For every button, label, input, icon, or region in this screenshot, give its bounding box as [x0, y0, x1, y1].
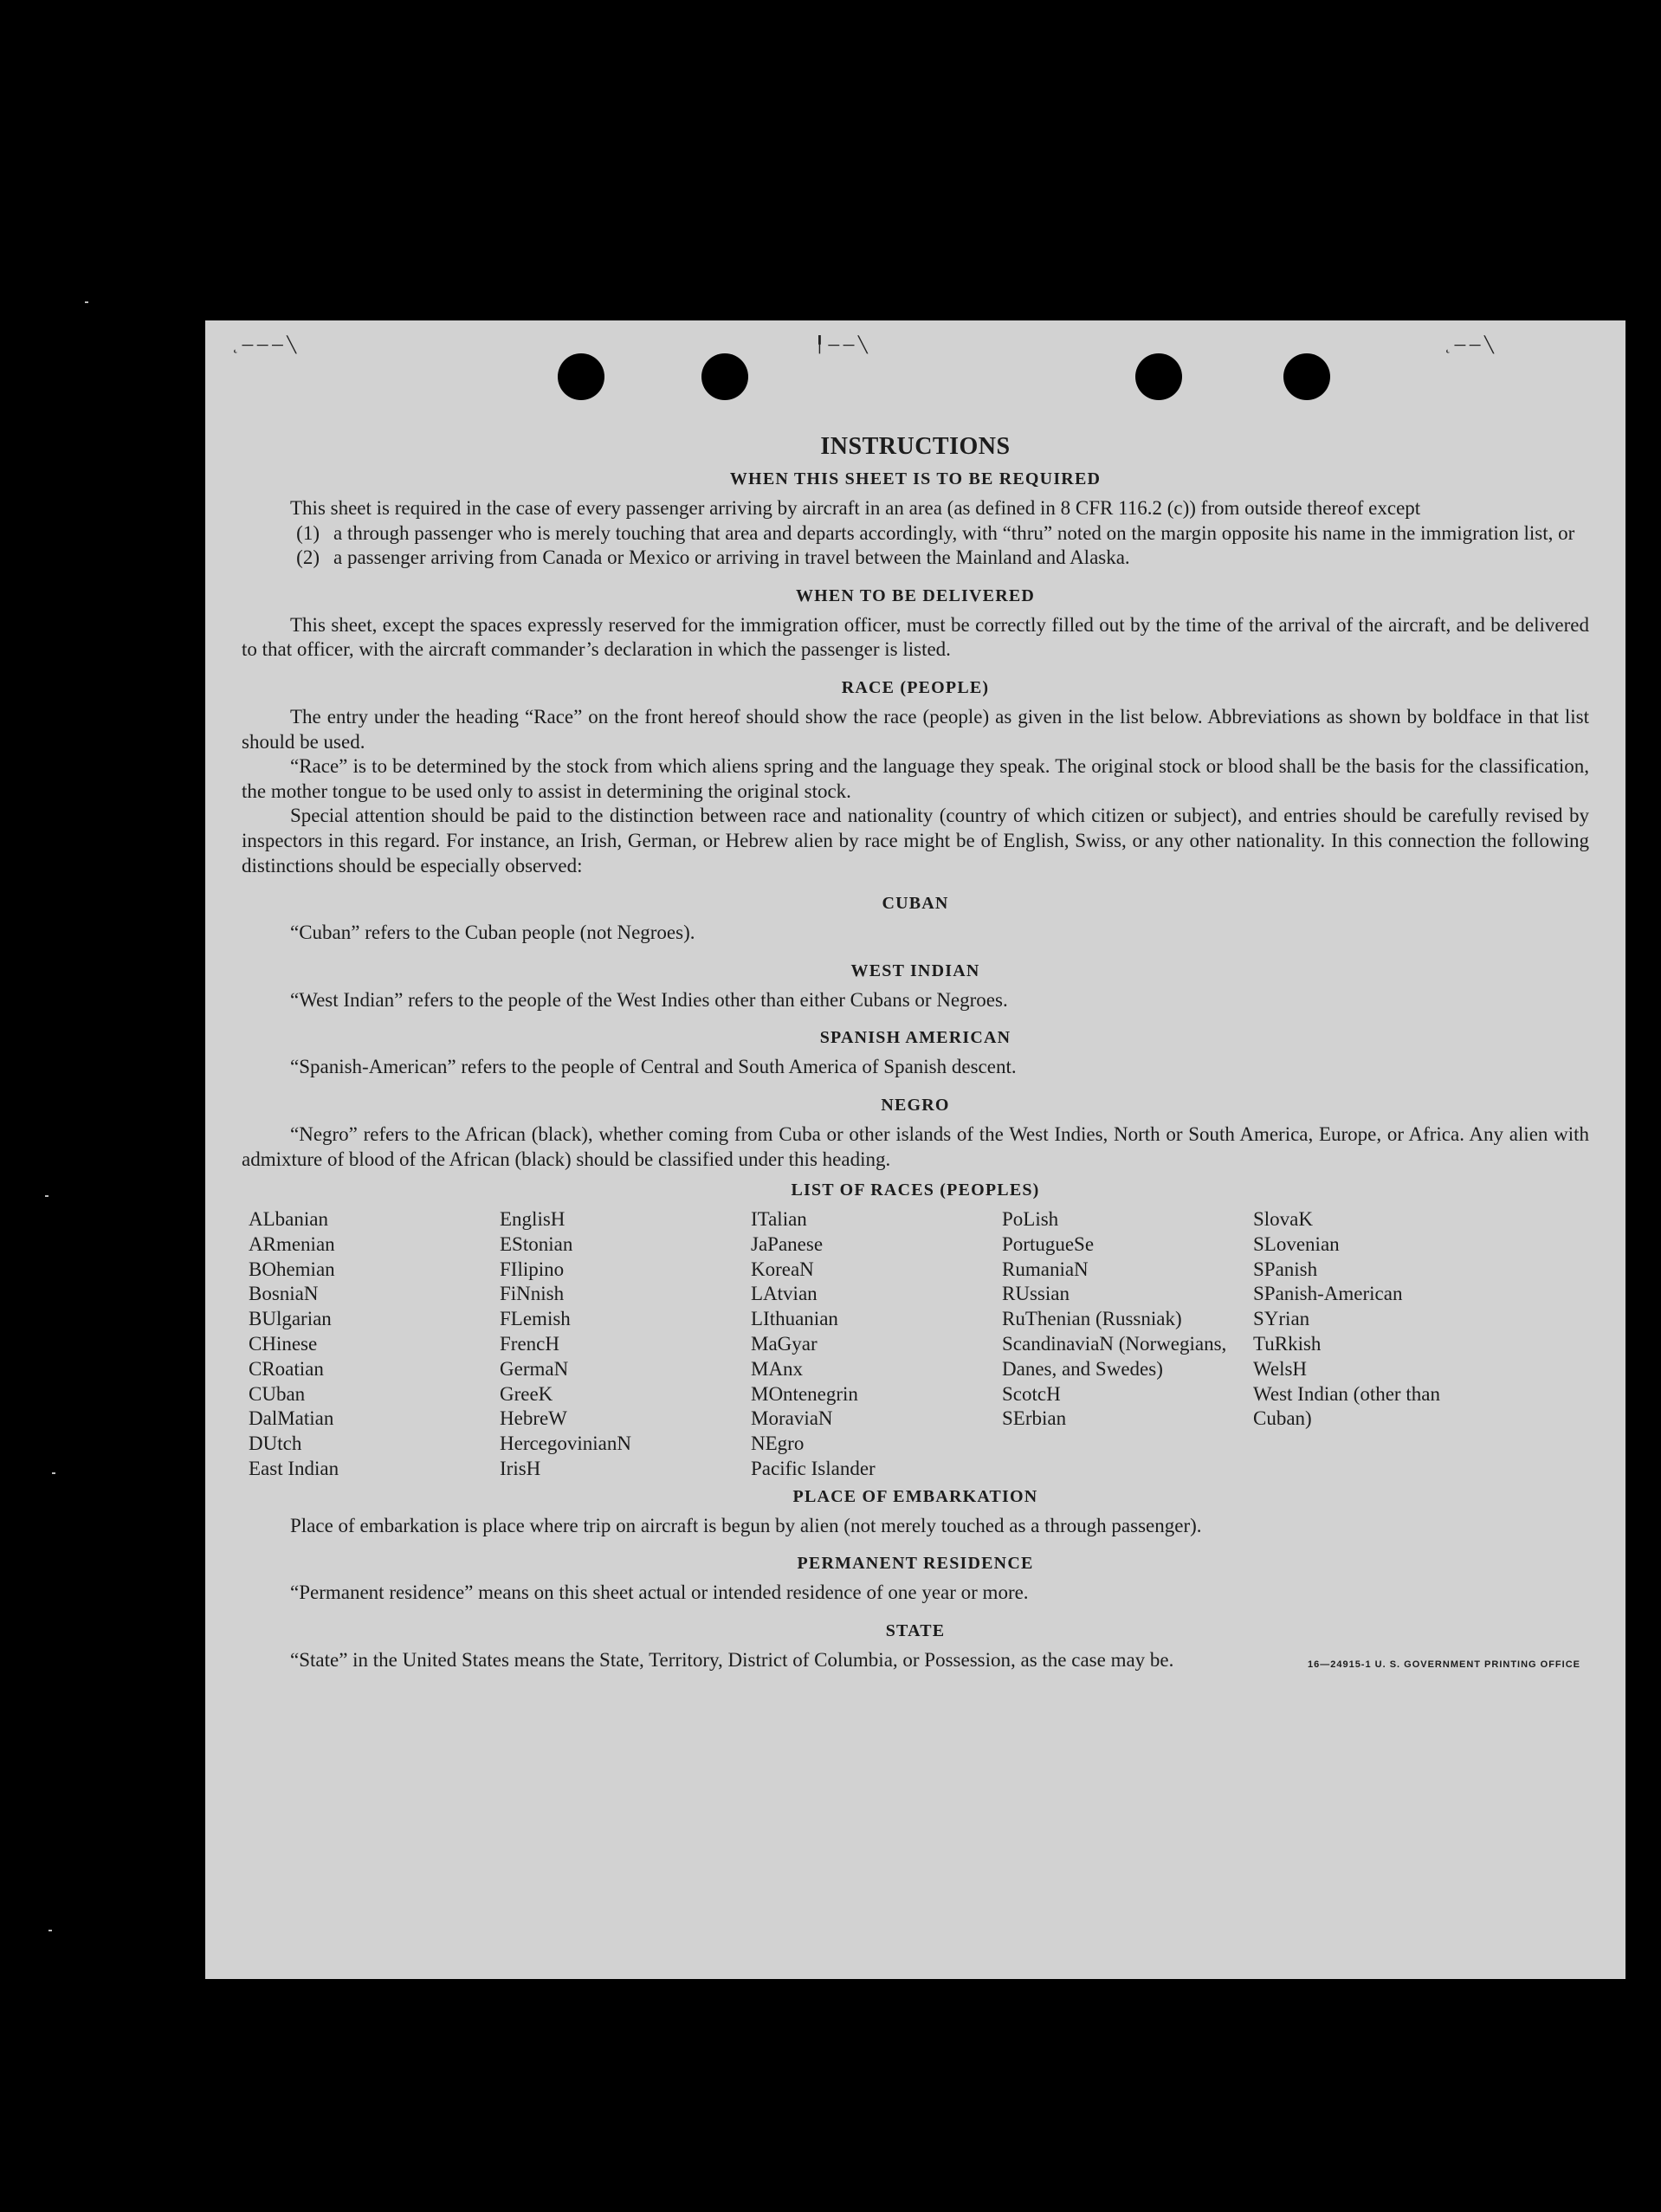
west-indian-heading: WEST INDIAN	[850, 960, 980, 980]
negro-heading: NEGRO	[881, 1095, 950, 1115]
race-entry: ITalian	[751, 1208, 807, 1231]
instructions-content	[242, 433, 1589, 1672]
race-paragraph-2: “Race” is to be determined by the stock from which aliens spring and the language they speak. The original stock or blood shall be the basis for the classification, the mother tongue to be used only to assist in determining the original stock.	[242, 755, 1589, 802]
race-entry: RuThenian (Russniak)	[1002, 1308, 1182, 1330]
when-delivered-heading: WHEN TO BE DELIVERED	[795, 585, 1036, 605]
race-entry: DUtch	[249, 1433, 302, 1455]
race-entry: CUban	[249, 1382, 306, 1405]
exception-number: (1)	[296, 521, 320, 544]
race-entry: SYrian	[1253, 1308, 1310, 1330]
printing-office-id: 16—24915-1 U. S. GOVERNMENT PRINTING OFFICE	[1307, 1659, 1580, 1670]
scan-speck	[52, 1472, 55, 1474]
race-heading: RACE (PEOPLE)	[841, 677, 990, 697]
embarkation-heading: PLACE OF EMBARKATION	[792, 1486, 1038, 1506]
race-entry: SlovaK	[1253, 1208, 1313, 1231]
race-entry: JaPanese	[751, 1232, 824, 1255]
race-entry: LIthuanian	[751, 1308, 838, 1330]
race-entry: HebreW	[500, 1407, 567, 1430]
race-entry: TuRkish	[1253, 1333, 1322, 1355]
cuban-heading: CUBAN	[882, 894, 949, 914]
exception-text: a passenger arriving from Canada or Mexico or arriving in travel between the Mainland and Alaska.	[333, 547, 1130, 569]
permanent-residence-heading: PERMANENT RESIDENCE	[797, 1554, 1034, 1574]
corner-tick-mark: ╿ ─ ─ ╲	[815, 336, 868, 353]
race-entry: BosniaN	[249, 1283, 319, 1305]
race-entry: SLovenian	[1253, 1232, 1340, 1255]
race-entry: BUlgarian	[249, 1308, 332, 1330]
west-indian-text: “West Indian” refers to the people of the West Indies other than either Cubans or Negroes.	[290, 988, 1008, 1011]
punch-hole	[558, 353, 604, 400]
race-entry: FIlipino	[500, 1258, 565, 1280]
race-entry: DalMatian	[249, 1407, 334, 1430]
race-entry: CRoatian	[249, 1357, 324, 1380]
races-column	[1253, 1207, 1504, 1482]
race-entry: West Indian (other than Cuban)	[1253, 1382, 1440, 1430]
negro-text: “Negro” refers to the African (black), whether coming from Cuba or other islands of the West Indies, North or South America, Europe, or Africa. Any alien with admixture of blood of the African (black) should be classified under this heading.	[242, 1122, 1589, 1170]
state-text: “State” in the United States means the State, Territory, District of Columbia, or Possession, as the case may be.	[290, 1649, 1174, 1672]
race-entry: EStonian	[500, 1232, 573, 1255]
race-paragraph-3: Special attention should be paid to the distinction between race and nationality (country of which citizen or subject), and entries should be carefully revised by inspectors in this regard. For instance, an Irish, German, or Hebrew alien by race might be of English, Swiss, or any other nationality. In this connection the following distinctions should be especially observed:	[242, 805, 1589, 876]
race-entry: ALbanian	[249, 1208, 328, 1231]
embarkation-text: Place of embarkation is place where trip on aircraft is begun by alien (not merely touched as a through passenger).	[290, 1514, 1202, 1536]
race-entry: ScandinaviaN (Norwegians, Danes, and Swedes)	[1002, 1333, 1227, 1380]
corner-tick-mark: ˛ ─ ─ ─ ╲	[233, 336, 297, 353]
races-column	[500, 1207, 751, 1482]
race-entry: CHinese	[249, 1333, 318, 1355]
race-entry: LAtvian	[751, 1283, 818, 1305]
race-entry: FiNnish	[500, 1283, 565, 1305]
scan-speck	[48, 1930, 52, 1931]
race-entry: MoraviaN	[751, 1407, 833, 1430]
permanent-residence-text: “Permanent residence” means on this sheet actual or intended residence of one year or more.	[290, 1581, 1029, 1604]
race-entry: MOntenegrin	[751, 1382, 858, 1405]
corner-tick-mark: ˛ ─ ─ ╲	[1445, 336, 1494, 353]
race-entry: IrisH	[500, 1458, 541, 1480]
spanish-american-heading: SPANISH AMERICAN	[819, 1028, 1011, 1048]
race-entry: PortugueSe	[1002, 1232, 1095, 1255]
punch-hole	[1283, 353, 1330, 400]
race-entry: SPanish-American	[1253, 1283, 1403, 1305]
race-paragraph-1: The entry under the heading “Race” on the front hereof should show the race (people) as given in the list below. Abbreviations as shown by boldface in that list should be used.	[242, 705, 1589, 753]
race-entry: GermaN	[500, 1357, 569, 1380]
races-column	[1002, 1207, 1253, 1482]
race-entry: MaGyar	[751, 1333, 818, 1355]
exception-text: a through passenger who is merely touching that area and departs accordingly, with “thru” noted on the margin opposite his name in the immigration list, or	[333, 521, 1575, 544]
race-entry: FLemish	[500, 1308, 571, 1330]
scan-speck	[45, 1195, 48, 1197]
punch-hole	[1135, 353, 1182, 400]
race-entry: PoLish	[1002, 1208, 1059, 1231]
race-entry: WelsH	[1253, 1357, 1308, 1380]
cuban-text: “Cuban” refers to the Cuban people (not Negroes).	[290, 922, 695, 944]
race-entry: HercegovinianN	[500, 1433, 631, 1455]
race-entry: FrencH	[500, 1333, 559, 1355]
races-column	[249, 1207, 500, 1482]
race-entry: EnglisH	[500, 1208, 566, 1231]
page-title: INSTRUCTIONS	[820, 433, 1011, 460]
race-entry: SPanish	[1253, 1258, 1318, 1280]
when-required-heading: WHEN THIS SHEET IS TO BE REQUIRED	[729, 469, 1102, 488]
state-heading: STATE	[885, 1621, 946, 1641]
race-entry: ScotcH	[1002, 1382, 1061, 1405]
races-column	[751, 1207, 1002, 1482]
instruction-sheet	[205, 320, 1625, 1979]
punch-hole	[701, 353, 748, 400]
when-required-intro: This sheet is required in the case of every passenger arriving by aircraft in an area (as defined in 8 CFR 116.2 (c)) from outside thereof except	[290, 497, 1421, 519]
race-entry: KoreaN	[751, 1258, 814, 1280]
when-delivered-text: This sheet, except the spaces expressly reserved for the immigration officer, must be correctly filled out by the time of the arrival of the aircraft, and be delivered to that officer, with the aircraft commander’s declaration in which the passenger is listed.	[242, 613, 1589, 661]
race-entry: NEgro	[751, 1433, 805, 1455]
race-entry: ARmenian	[249, 1232, 335, 1255]
races-list	[242, 1207, 1589, 1482]
race-entry: Pacific Islander	[751, 1458, 876, 1480]
exception-item	[242, 521, 1589, 547]
exception-item	[242, 546, 1589, 571]
exception-number: (2)	[296, 547, 320, 569]
scan-speck	[85, 301, 88, 303]
race-entry: BOhemian	[249, 1258, 335, 1280]
list-of-races-heading: LIST OF RACES (PEOPLES)	[791, 1180, 1040, 1200]
race-entry: MAnx	[751, 1357, 804, 1380]
race-entry: GreeK	[500, 1382, 553, 1405]
race-entry: SErbian	[1002, 1407, 1067, 1430]
spanish-american-text: “Spanish-American” refers to the people of Central and South America of Spanish descent.	[290, 1056, 1017, 1078]
race-entry: East Indian	[249, 1458, 339, 1480]
race-entry: RUssian	[1002, 1283, 1070, 1305]
race-entry: RumaniaN	[1002, 1258, 1089, 1280]
